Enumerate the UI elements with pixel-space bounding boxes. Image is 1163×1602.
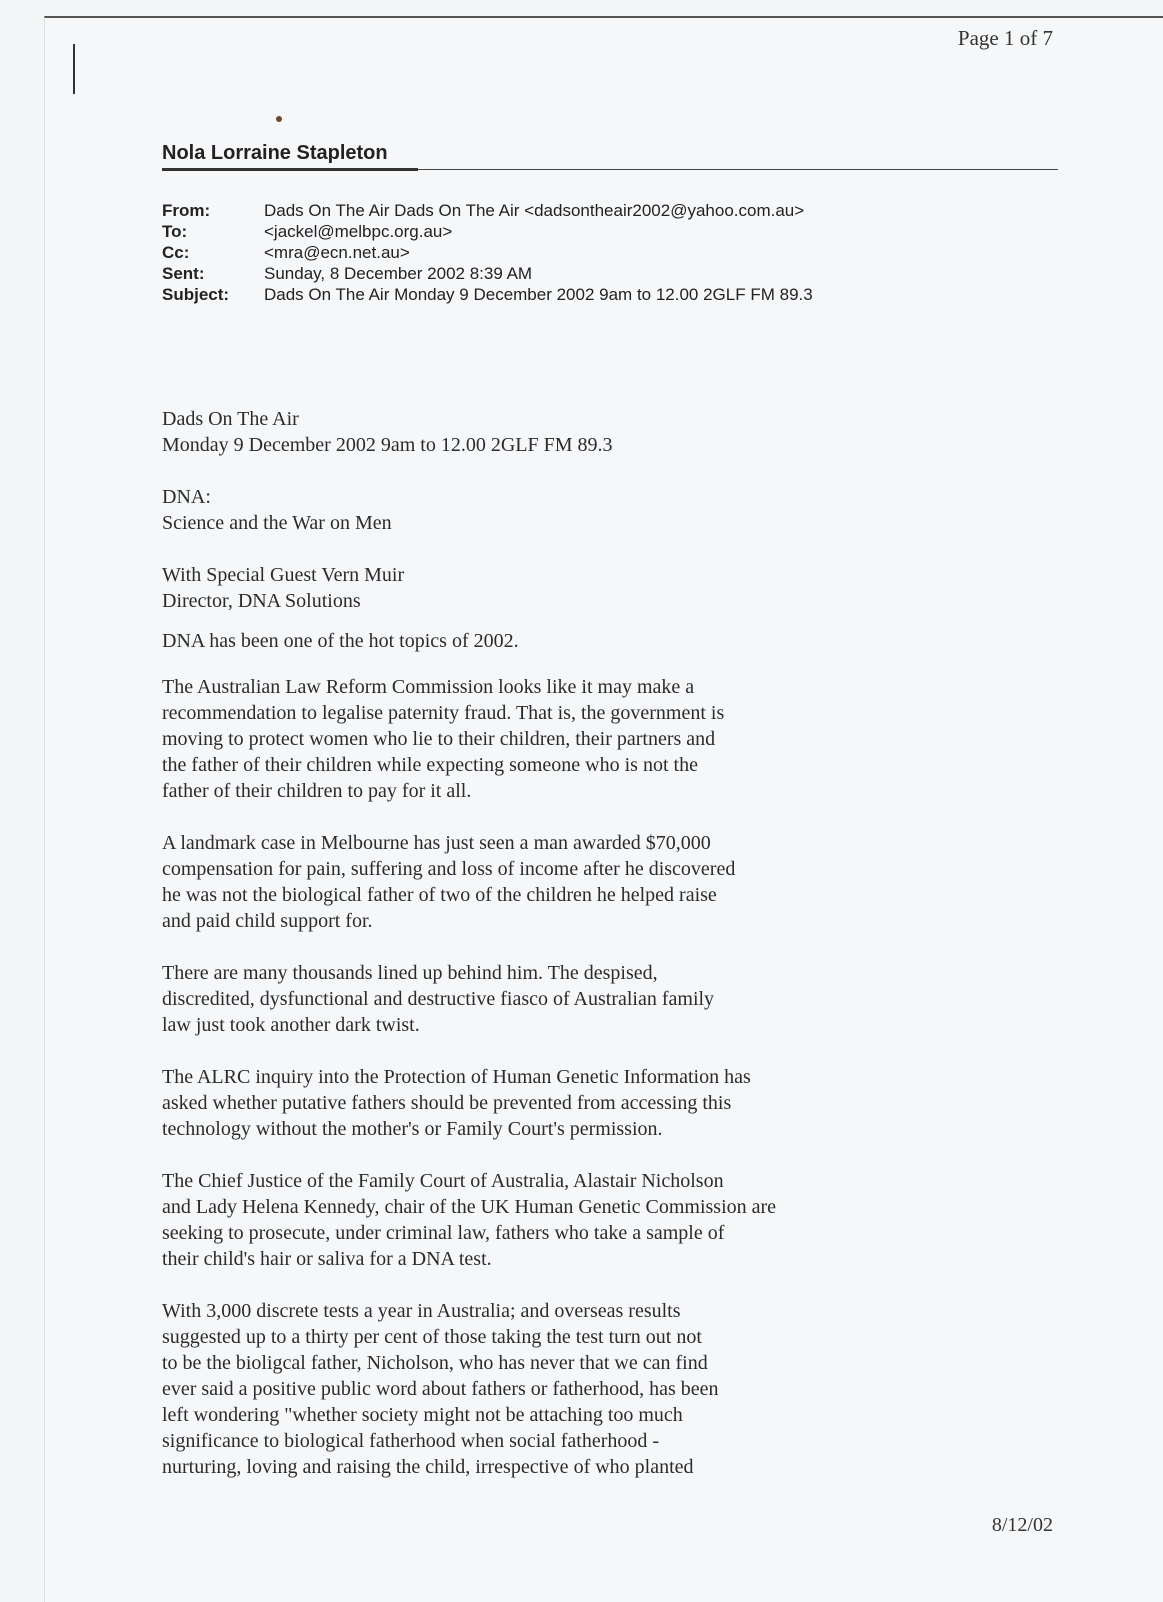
email-header — [162, 200, 813, 305]
page-number: Page 1 of 7 — [957, 26, 1053, 50]
show-schedule: Monday 9 December 2002 9am to 12.00 2GLF FM 89.3 — [162, 434, 613, 456]
from-value: Dads On The Air Dads On The Air <dadsontheair2002@yahoo.com.au> — [264, 201, 805, 220]
sent-row — [162, 263, 813, 284]
paragraph-4-line: There are many thousands lined up behind him. The despised, — [162, 962, 658, 984]
paragraph-2-line: moving to protect women who lie to their children, their partners and — [162, 728, 716, 750]
paragraph-2-line: father of their children to pay for it all. — [162, 780, 472, 802]
paragraph-3-line: and paid child support for. — [162, 910, 373, 932]
paragraph-7-line: left wondering "whether society might not be attaching too much — [162, 1404, 683, 1426]
paragraph-1: DNA has been one of the hot topics of 2002. — [162, 630, 519, 652]
paragraph-6-line: and Lady Helena Kennedy, chair of the UK Human Genetic Commission are — [162, 1196, 777, 1218]
paragraph-3-line: A landmark case in Melbourne has just seen a man awarded $70,000 — [162, 832, 711, 854]
show-title: Dads On The Air — [162, 408, 299, 430]
paragraph-7-line: ever said a positive public word about fathers or fatherhood, has been — [162, 1378, 719, 1400]
sent-label: Sent: — [162, 264, 205, 283]
sender-name: Nola Lorraine Stapleton — [162, 142, 388, 164]
margin-mark — [73, 44, 75, 94]
ink-dot — [276, 116, 282, 122]
from-label: From: — [162, 201, 211, 220]
guest-name: With Special Guest Vern Muir — [162, 564, 405, 586]
paragraph-6-line: The Chief Justice of the Family Court of Australia, Alastair Nicholson — [162, 1170, 724, 1192]
cc-row — [162, 242, 813, 263]
cc-value: <mra@ecn.net.au> — [264, 243, 410, 262]
paragraph-4-line: law just took another dark twist. — [162, 1014, 420, 1036]
paragraph-7-line: to be the bioligcal father, Nicholson, who has never that we can find — [162, 1352, 708, 1374]
topic-subheading: Science and the War on Men — [162, 512, 392, 534]
subject-value: Dads On The Air Monday 9 December 2002 9am to 12.00 2GLF FM 89.3 — [264, 285, 813, 304]
to-label: To: — [162, 222, 188, 241]
subject-row — [162, 284, 813, 305]
guest-title: Director, DNA Solutions — [162, 590, 361, 612]
paragraph-5-line: The ALRC inquiry into the Protection of Human Genetic Information has — [162, 1066, 751, 1088]
paragraph-4 — [162, 960, 882, 1038]
subject-label: Subject: — [162, 285, 230, 304]
paragraph-6 — [162, 1168, 882, 1272]
paragraph-7-line: With 3,000 discrete tests a year in Australia; and overseas results — [162, 1300, 681, 1322]
paragraph-2-line: the father of their children while expecting someone who is not the — [162, 754, 698, 776]
footer-date: 8/12/02 — [991, 1514, 1053, 1536]
to-row — [162, 221, 813, 242]
from-row — [162, 200, 813, 221]
paragraph-7-line: suggested up to a thirty per cent of those taking the test turn out not — [162, 1326, 702, 1348]
paragraph-2 — [162, 674, 882, 804]
paragraph-7-line: significance to biological fatherhood when social fatherhood - — [162, 1430, 660, 1452]
paragraph-6-line: seeking to prosecute, under criminal law, fathers who take a sample of — [162, 1222, 725, 1244]
paragraph-5-line: technology without the mother's or Family Court's permission. — [162, 1118, 663, 1140]
paragraph-5 — [162, 1064, 882, 1142]
paragraph-3-line: compensation for pain, suffering and loss of income after he discovered — [162, 858, 736, 880]
paragraph-4-line: discredited, dysfunctional and destructive fiasco of Australian family — [162, 988, 715, 1010]
topic-heading: DNA: — [162, 486, 211, 508]
sender-underline — [162, 168, 418, 171]
paragraph-2-line: recommendation to legalise paternity fraud. That is, the government is — [162, 702, 725, 724]
paragraph-2-line: The Australian Law Reform Commission looks like it may make a — [162, 676, 695, 698]
paragraph-7 — [162, 1298, 882, 1480]
paragraph-7-line: nurturing, loving and raising the child, irrespective of who planted — [162, 1456, 694, 1478]
paragraph-5-line: asked whether putative fathers should be prevented from accessing this — [162, 1092, 732, 1114]
paragraph-6-line: their child's hair or saliva for a DNA test. — [162, 1248, 492, 1270]
paragraph-3 — [162, 830, 882, 934]
cc-label: Cc: — [162, 243, 190, 262]
paragraph-3-line: he was not the biological father of two of the children he helped raise — [162, 884, 717, 906]
to-value: <jackel@melbpc.org.au> — [264, 222, 453, 241]
email-body — [162, 406, 882, 1480]
sent-value: Sunday, 8 December 2002 8:39 AM — [264, 264, 533, 283]
